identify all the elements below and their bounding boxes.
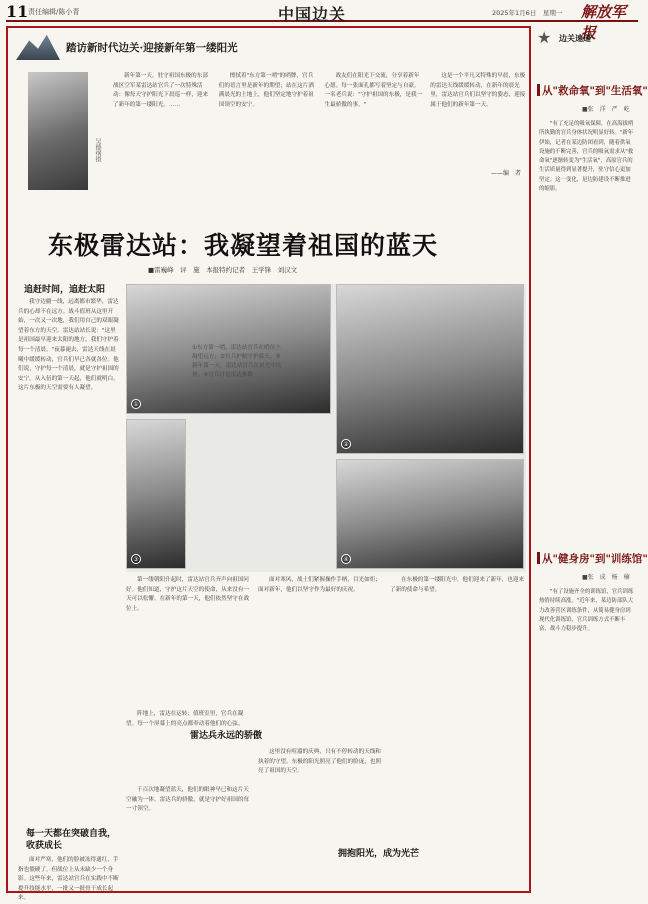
intro-col-2: 擦拭着"东方第一哨"的哨牌，官兵们的语言里是新年的期望；站在这片洒满晨光的土地上，他们坚定地守护着祖国领空的安宁。 [218, 73, 314, 108]
right-text-2: "有了设施齐全的训练馆，官兵训练热情持续高涨。"近年来，某边防部队大力改善营区训练条件，从简易健身房到现代化训练馆，官兵训练方式不断丰富，战斗力稳步提升。 [539, 589, 634, 633]
editor-sign: ——编 者 [490, 170, 521, 177]
right-title-1: 从"救命氧"到"生活氧" [542, 85, 648, 97]
photo-3 [126, 419, 186, 569]
right-title-2: 从"健身房"到"训练馆" [542, 553, 648, 565]
section-tag [537, 30, 638, 46]
photo-2 [336, 284, 524, 454]
banner-text: 踏访新时代边关·迎接新年第一缕阳光 [66, 42, 238, 54]
headline: 东极雷达站：我凝望着祖国的蓝天 [48, 231, 439, 260]
photo-number-4: ④ [341, 554, 351, 564]
intro-col-1: 新年第一天，驻守祖国东极的东部战区空军某雷达站官兵了一次特殊活动：像每天守护阳光下晨巡一样，迎来了新年的第一缕阳光。…… [113, 73, 209, 108]
mid-col-text-1: 第一缕朝阳升起时，雷达站官兵齐声向祖国问好。他们知道，守护这片天空的使命，从来没有一天可以松懈。在新年的第一天，他们依然坚守在战位上。 [126, 577, 250, 612]
right-column [537, 26, 648, 893]
top-photo-caption: 吴德纲摄 [94, 138, 101, 162]
photo-collage [126, 284, 526, 572]
right-author-1: ■张 洋 严 屹 [582, 106, 630, 113]
intro-col-3: 战友们在阳光下交流，分享着新年心愿。每一张面孔都写着坚定与自豪。一名老兵说："守护祖国的东极，是我一生最骄傲的事。" [324, 73, 423, 108]
title-bar-1 [537, 84, 540, 96]
main-story-frame [6, 26, 531, 902]
newspaper-logo: 解放军报 [581, 3, 627, 42]
subhead-1: 追赶时间，追赶太阳 [24, 285, 106, 295]
photo-number-2: ② [341, 439, 351, 449]
photo-caption: ①东方第一哨，雷达站官兵在哨位上凝望远方；②官兵护航守护蓝天；③新年第一天，雷达站官兵在晨光中庆祝；④官兵讨论雷达参数 [192, 345, 282, 378]
right-text-1: "有了充足的吸氧保障，在高海拔哨所执勤的官兵身体状况明显好转。"新年伊始，记者在某边防团看到，随着供氧设施的不断完善，官兵的吸氧需求从"救命氧"逐渐转变为"生活氧"，高原官兵的生活质量得到显著提升，驻守信心更加坚定。这一变化，是边防建设不断推进的缩影。 [539, 121, 634, 193]
mountain-soldier-icon [16, 32, 60, 60]
editor-credit: 责任编辑/陈小青 [28, 8, 80, 16]
title-bar-2 [537, 552, 540, 564]
subhead-4: 拥抱阳光，成为光芒 [338, 849, 420, 859]
mid2-col-text-3: 在东极的第一缕阳光中，他们迎来了新年，也迎来了新的使命与希望。 [390, 577, 525, 593]
subhead-3: 雷达兵永远的骄傲 [190, 731, 263, 741]
right-author-2: ■张 成 杨 楠 [582, 574, 630, 581]
mid2-col-text-1: 面对寒风，战士们紧握操作手柄，目光如炬；面对新年，他们以坚守作为最好的庆祝。 [258, 577, 381, 593]
intro-col-4: 这是一个平凡又特殊的早晨，东极的雷达天线缓缓转动，在新年的晨光里，雷达站官兵们以坚守的姿态，迎接属于他们的新年第一天。 [430, 73, 526, 108]
photo-number-3: ③ [131, 554, 141, 564]
left-col-text-2: 面对严寒，他们的脸被冻得通红，手指也僵硬了，但战位上从未缺少一个身影。这些年来，雷达站官兵在实践中不断提升技能水平，一批又一批骨干成长起来。 [18, 857, 119, 902]
mid-col-text-3: 千百次地凝望蓝天，他们的眼神早已和这片天空融为一体。雷达兵的骄傲，就是守护好祖国的每一寸领空。 [126, 787, 250, 813]
page-number: 11 [6, 2, 29, 21]
mid2-col-text-2: 这里没有喧嚣的庆典，只有不停转动的天线和执着的守望。东极的阳光照亮了他们的脸庞，也照亮了祖国的天空。 [258, 749, 382, 775]
mid-col-text-2: 阵地上，雷达在运转；值班室里，官兵在凝望。每一个屏幕上的亮点都牵动着他们的心弦。 [126, 711, 244, 727]
section-title: 中国边关 [278, 5, 347, 24]
section-tag-text: 边关速递 [559, 34, 591, 43]
intro-editor-note [113, 72, 528, 190]
star-icon: ★ [537, 28, 552, 47]
top-photo [28, 72, 88, 190]
photo-4 [336, 459, 524, 569]
feature-banner [16, 32, 276, 62]
photo-number-1: ① [131, 399, 141, 409]
byline: ■雷巍峰 评 施 本报特约记者 王学锋 刘汉文 [148, 266, 298, 274]
issue-date: 2025年1月6日 星期一 [492, 9, 563, 17]
left-col-text-1: 我守边疆一线，远离都市繁华，雷达兵的心却不在远方。战斗值班从这里开始，一次又一次地，我们用自己的双眼凝望着东方的天空。雷达站站长说："这里是祖国最早迎来太阳的地方，我们守护着每一个清晨。"夜幕褪去，雷达天线在晨曦中缓缓转动，官兵们早已各就各位。他们说，守护每一个清晨，就是守护祖国的安宁。从入伍的第一天起，他们就明白，这片东极的天空需要有人凝望。 [18, 299, 119, 392]
subhead-2: 每一天都在突破自我，收获成长 [26, 829, 117, 851]
